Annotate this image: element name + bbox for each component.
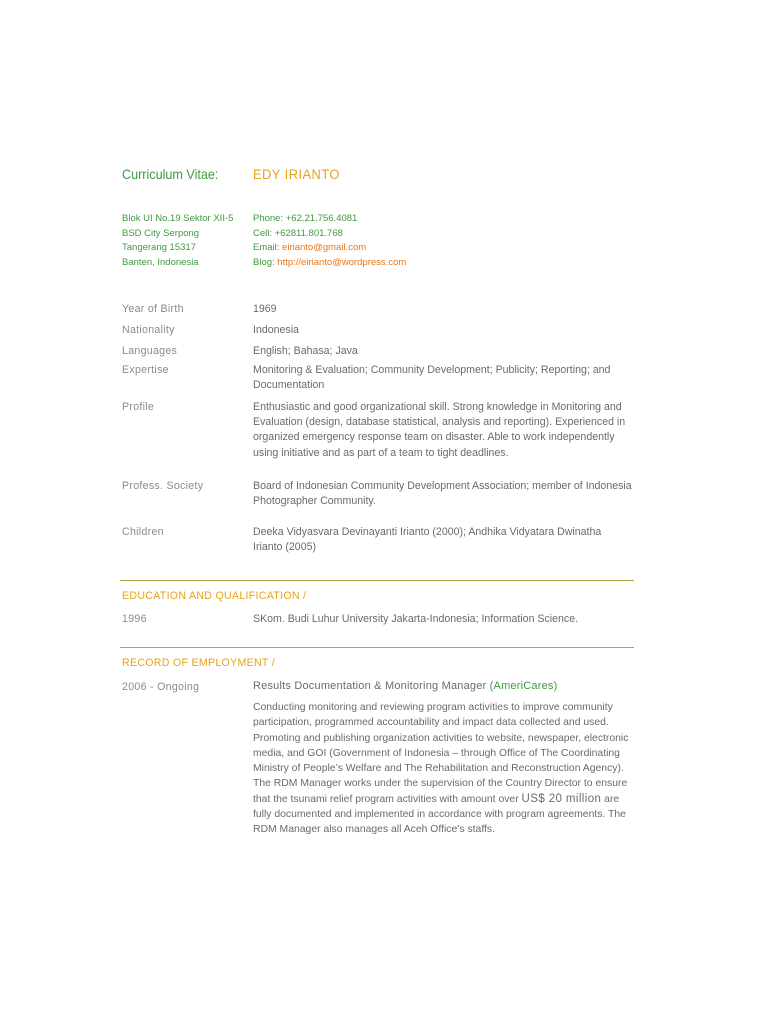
email-line [253, 241, 406, 256]
address-block [122, 212, 233, 270]
job-amount: US$ 20 million [521, 792, 602, 805]
address-line: Tangerang 15317 [122, 242, 196, 254]
row-label: Profile [122, 401, 155, 413]
blog-label: Blog: [253, 256, 278, 268]
row-label: Languages [122, 345, 178, 357]
blog-link[interactable]: http://eirianto@wordpress.com [277, 256, 407, 268]
section-divider [120, 580, 634, 581]
job-title-text: Results Documentation & Monitoring Manager [253, 680, 490, 692]
row-value: 1969 [253, 303, 277, 315]
education-year: 1996 [122, 613, 147, 625]
employment-period: 2006 - Ongoing [122, 681, 200, 693]
row-label: Profess. Society [122, 480, 204, 492]
employment-heading: RECORD OF EMPLOYMENT / [122, 657, 275, 669]
row-value: Monitoring & Evaluation; Community Development; Publicity; Reporting; and Documentation [253, 364, 611, 392]
row-label: Children [122, 526, 164, 538]
email-link[interactable]: eirianto@gmail.com [282, 242, 367, 254]
address-line: Banten, Indonesia [122, 256, 199, 268]
row-value: Deeka Vidyasvara Devinayanti Irianto (2000); Andhika Vidyatara Dwinatha Irianto (2005) [253, 526, 602, 554]
address-line: Blok UI No.19 Sektor XII-5 [122, 213, 234, 224]
row-value: English; Bahasa; Java [253, 345, 358, 357]
address-line: BSD City Serpong [122, 227, 200, 239]
row-value: Indonesia [253, 324, 299, 336]
row-label: Nationality [122, 324, 175, 336]
contact-block [253, 212, 406, 270]
row-value: Enthusiastic and good organizational skill. Strong knowledge in Monitoring and Evaluation (design, database statistical, analysis and reporting). Experienced in organized emergency response team on disaster. Able to work independently using initiative and as part of a team to tight deadlines. [253, 401, 626, 459]
blog-line [253, 256, 406, 271]
job-desc-part: Conducting monitoring and reviewing program activities to improve community participation, programmed accountability and impact data collected and used. Promoting and publishing organization activities to website, newspaper, electronic media, and GOI (Government of Indonesia – through Office of The Coordinating Ministry of People’s Welfare and The Rehabilitation and Reconstruction Agency). The RDM Manager works under the supervision of the Country Director to ensure that the tsunami relief program activities with amount over [253, 702, 629, 805]
education-heading: EDUCATION AND QUALIFICATION / [122, 590, 307, 602]
job-description [253, 700, 633, 838]
job-title [253, 680, 557, 692]
job-org: (AmeriCares) [489, 680, 558, 692]
email-label: Email: [253, 242, 283, 254]
row-label: Year of Birth [122, 303, 184, 315]
job-desc-part: are fully documented and implemented in accordance with program agreements. The RDM Manager also manages all Aceh Office’s staffs. [253, 793, 626, 836]
cell-line: Cell: +62811.801.768 [253, 227, 343, 239]
phone-line: Phone: +62.21.756.4081 [253, 213, 358, 224]
candidate-name: EDY IRIANTO [253, 166, 340, 182]
section-divider [120, 647, 634, 648]
education-value: SKom. Budi Luhur University Jakarta-Indonesia; Information Science. [253, 613, 579, 625]
row-value: Board of Indonesian Community Development Association; member of Indonesia Photographer Community. [253, 480, 632, 508]
row-label: Expertise [122, 364, 169, 376]
cv-label: Curriculum Vitae: [122, 166, 219, 182]
